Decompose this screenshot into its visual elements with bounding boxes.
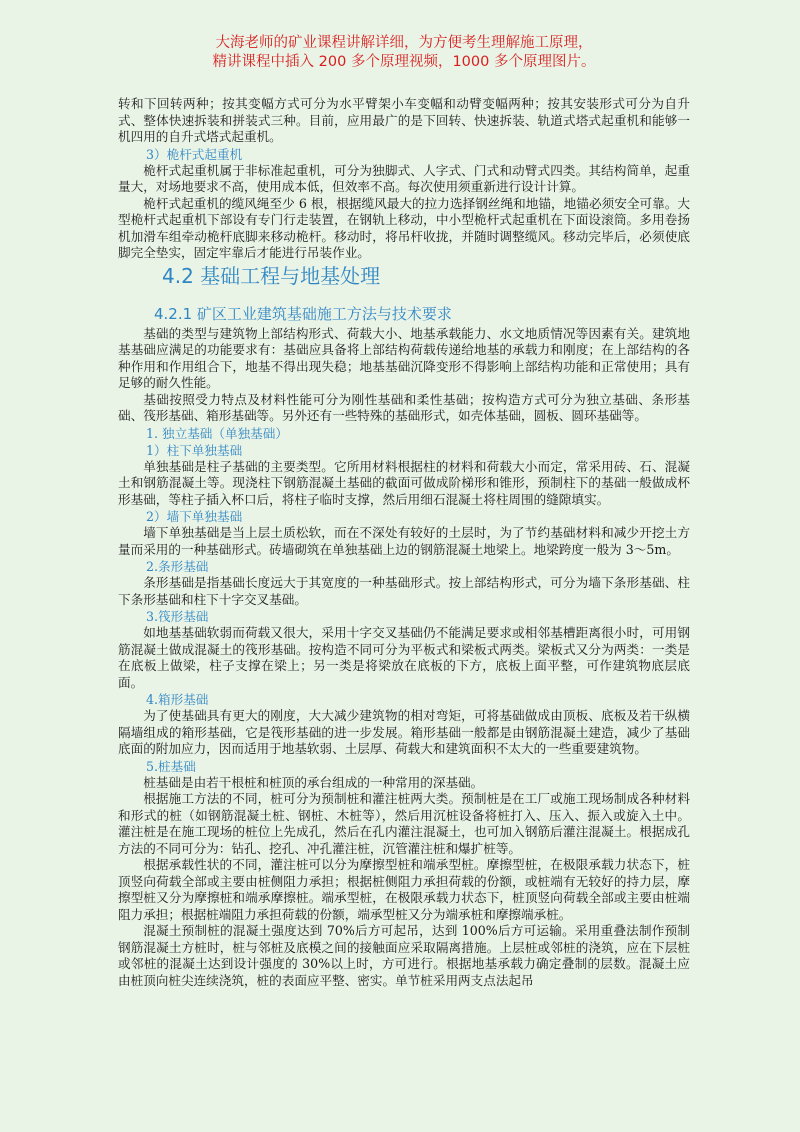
- document-body: [118, 96, 690, 989]
- paragraph: 条形基础是指基础长度远大于其宽度的一种基础形式。按上部结构形式，可分为墙下条形基础、柱下条形基础和柱下十字交叉基础。: [118, 575, 690, 607]
- banner-line-1: 大海老师的矿业课程讲解详细，为方便考生理解施工原理，: [215, 35, 593, 51]
- paragraph: 转和下回转两种；按其变幅方式可分为水平臂架小车变幅和动臂变幅两种；按其安装形式可分为自升式、整体快速拆装和拼装式三种。目前，应用最广的是下回转、快速拆装、轨道式塔式起重机和能够一机四用的自升式塔式起重机。: [118, 96, 690, 144]
- paragraph: 为了使基础具有更大的刚度，大大减少建筑物的相对弯矩，可将基础做成由顶板、底板及若干纵横隔墙组成的箱形基础，它是筏形基础的进一步发展。箱形基础一般都是由钢筋混凝土建造，减少了基础底面的附加应力，因而适用于地基软弱、土层厚、荷载大和建筑面积不太大的一些重要建筑物。: [118, 708, 690, 756]
- subsection-heading: 4.2.1 矿区工业建筑基础施工方法与技术要求: [154, 304, 452, 323]
- paragraph: 根据承载性状的不同，灌注桩可以分为摩擦型桩和端承型桩。摩擦型桩，在极限承载力状态下，桩顶竖向荷载全部或主要由桩侧阻力承担；根据桩侧阻力承担荷载的份额，或桩端有无较好的持力层，摩擦型桩又分为摩擦桩和端承摩擦桩。端承型桩，在极限承载力状态下，桩顶竖向荷载全部或主要由桩端阻力承担；根据桩端阻力承担荷载的份额，端承型桩又分为端承桩和摩擦端承桩。: [118, 857, 690, 922]
- promo-banner: [108, 0, 700, 72]
- paragraph: 桅杆式起重机属于非标准起重机，可分为独脚式、人字式、门式和动臂式四类。其结构简单，起重量大，对场地要求不高，使用成本低，但效率不高。每次使用须重新进行设计计算。: [118, 162, 690, 194]
- paragraph: 混凝土预制桩的混凝土强度达到 70%后方可起吊，达到 100%后方可运输。采用重叠法制作预制钢筋混凝土方桩时，桩与邻桩及底模之间的接触面应采取隔离措施。上层桩或邻桩的浇筑，应在下层桩或邻桩的混凝土达到设计强度的 30%以上时，方可进行。根据地基承载力确定叠制的层数。混凝土应由桩顶向桩尖连续浇筑，桩的表面应平整、密实。单节桩采用两支点法起吊: [118, 923, 690, 988]
- paragraph: 墙下单独基础是当上层土质松软，而在不深处有较好的土层时，为了节约基础材料和减少开挖土方量而采用的一种基础形式。砖墙砌筑在单独基础上边的钢筋混凝土地梁上。地梁跨度一般为 3～5m。: [118, 525, 690, 557]
- paragraph: 根据施工方法的不同，桩可分为预制桩和灌注桩两大类。预制桩是在工厂或施工现场制成各种材料和形式的桩（如钢筋混凝土桩、钢桩、木桩等），然后用沉桩设备将桩打入、压入、振入或旋入土中。灌注桩是在施工现场的桩位上先成孔，然后在孔内灌注混凝土，也可加入钢筋后灌注混凝土。根据成孔方法的不同可分为：钻孔、挖孔、冲孔灌注桩，沉管灌注桩和爆扩桩等。: [118, 791, 690, 856]
- subheading: 5.桩基础: [146, 758, 196, 774]
- section-heading: 4.2 基础工程与地基处理: [162, 263, 381, 288]
- subheading: 1）柱下单独基础: [146, 442, 243, 458]
- subheading: 1. 独立基础（单独基础）: [146, 425, 288, 441]
- subheading: 2）墙下单独基础: [146, 509, 243, 524]
- subheading: 3.筏形基础: [146, 609, 209, 624]
- subheading: 2.条形基础: [146, 559, 209, 574]
- paragraph: 桩基础是由若干根桩和桩顶的承台组成的一种常用的深基础。: [143, 774, 484, 790]
- paragraph: 桅杆式起重机的缆风绳至少 6 根，根据缆风最大的拉力选择钢丝绳和地锚，地锚必须安全可靠。大型桅杆式起重机下部设有专门行走装置，在钢轨上移动，中小型桅杆式起重机在下面设滚筒。多用卷扬机加滑车组牵动桅杆底脚来移动桅杆。移动时，将吊杆收拢，并随时调整缆风。移动完毕后，必须使底脚完全垫实，固定牢靠后才能进行吊装作业。: [118, 195, 690, 260]
- subheading: 4.箱形基础: [146, 692, 209, 707]
- paragraph: 基础按照受力特点及材料性能可分为刚性基础和柔性基础；按构造方式可分为独立基础、条形基础、筏形基础、箱形基础等。另外还有一些特殊的基础形式，如壳体基础，圆板、圆环基础等。: [118, 391, 690, 423]
- subheading: 3）桅杆式起重机: [146, 146, 243, 162]
- banner-line-2: 精讲课程中插入 200 多个原理视频，1000 多个原理图片。: [212, 54, 596, 70]
- paragraph: 如地基基础软弱而荷载又很大，采用十字交叉基础仍不能满足要求或相邻基槽距离很小时，可用钢筋混凝土做成混凝土的筏形基础。按构造不同可分为平板式和梁板式两类。梁板式又分为两类：一类是在底板上做梁，柱子支撑在梁上；另一类是将梁放在底板的下方，底板上面平整，可作建筑物底层底面。: [118, 625, 690, 690]
- paragraph: 基础的类型与建筑物上部结构形式、荷载大小、地基承载能力、水文地质情况等因素有关。建筑地基基础应满足的功能要求有：基础应具备将上部结构荷载传递给地基的承载力和刚度；在上部结构的各种作用和作用组合下，地基不得出现失稳；地基基础沉降变形不得影响上部结构功能和正常使用；具有足够的耐久性能。: [118, 325, 690, 390]
- paragraph: 单独基础是柱子基础的主要类型。它所用材料根据柱的材料和荷载大小而定，常采用砖、石、混凝土和钢筋混凝土等。现浇柱下钢筋混凝土基础的截面可做成阶梯形和锥形，预制柱下的基础一般做成杯形基础，等柱子插入杯口后，将柱子临时支撑，然后用细石混凝土将柱周围的缝隙填实。: [118, 458, 690, 507]
